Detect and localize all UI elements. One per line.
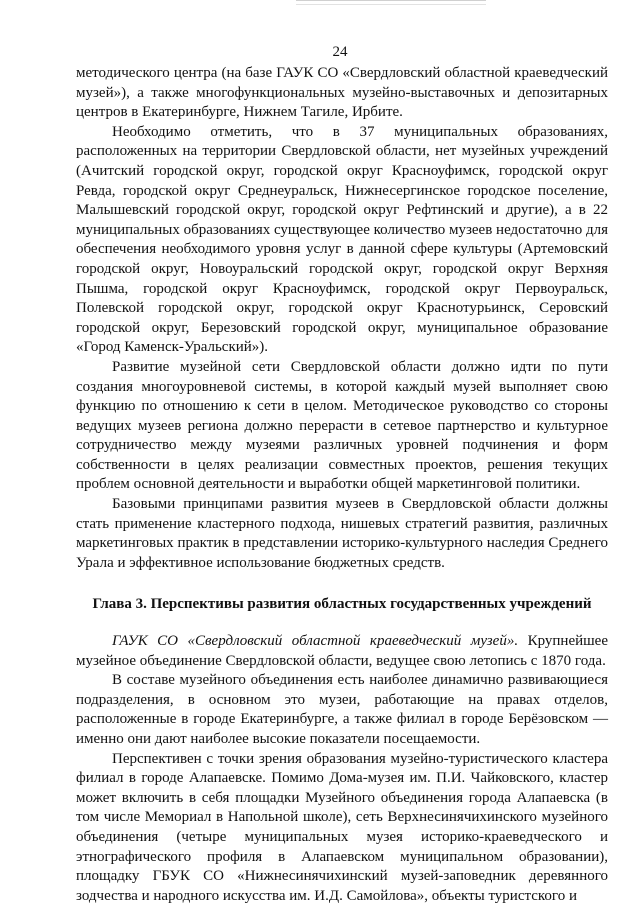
paragraph-continuation: методического центра (на базе ГАУК СО «Свердловский областной краеведческий музей»), а также многофункциональных музейно-выставочных и депозитарных центров в Екатеринбурге, Нижнем Тагиле, Ирбите. [76,65,608,121]
paragraph-network-development: Развитие музейной сети Свердловской области должно идти по пути создания многоуровневой системы, в которой каждый музей выполняет свою функцию по отношению к сети в целом. Методическое руководство со стороны ведущих музеев региона должно перерасти в сетевое партнерство и культурное сотрудничество между музеями различных уровней подчинения и форм собственности в целях реализации совместных проектов, решения текущих проблем основной деятельности и выработки общей маркетинговой политики. [76,358,608,493]
top-edge-line [296,0,486,5]
page-content [76,64,608,906]
museum-intro-text: Крупнейшее музейное объединение Свердловской области, ведущее свою летопись с 1870 года. [76,633,608,669]
paragraph-divisions: В составе музейного объединения есть наиболее динамично развивающиеся подразделения, в основном это музеи, работающие на правах отделов, расположенные в городе Екатеринбурге, а также филиал в городе Берёзовском — именно они дают наиболее высокие показатели посещаемости. [76,672,608,747]
chapter-heading: Глава 3. Перспективы развития областных государственных учреждений [92,596,592,613]
paragraph-alapaevsk-cluster: Перспективен с точки зрения образования музейно-туристического кластера филиал в городе Алапаевске. Помимо Дома-музея им. П.И. Чайковского, кластер может включить в себя площадки Музейного объединения города Алапаевска (в том числе Мемориал в Напольной школе), сеть Верхнесинячихинского музейного объединения (четыре муниципальных музея историко-краеведческого и этнографического профиля в Алапаевском муниципальном образовании), площадку ГБУК СО «Нижнесинячихинский музей-заповедник деревянного зодчества и народного искусства им. И.Д. Самойлова», объекты туристского и [76,750,608,904]
paragraph-municipalities: Необходимо отметить, что в 37 муниципальных образованиях, расположенных на территории Свердловской области, нет музейных учреждений (Ачитский городской округ, городской округ Красноуфимск, городской округ Ревда, городской округ Среднеуральск, Нижнесергинское городское поселение, Малышевский городской округ, городской округ Рефтинский и другие), а в 22 муниципальных образованиях существующее количество музеев недостаточно для обеспечения необходимого уровня услуг в данной сфере культуры (Артемовский городской округ, Новоуральский городской округ, городской округ Верхняя Пышма, городской округ Красноуфимск, городской округ Первоуральск, Полевской городской округ, городской округ Краснотурьинск, Серовский городской округ, Березовский городской округ, муниципальное образование «Город Каменск-Уральский»). [76,123,609,356]
museum-name-italic: ГАУК СО «Свердловский областной краеведческий музей». [112,633,519,650]
paragraph-base-principles: Базовыми принципами развития музеев в Свердловской области должны стать применение кластерного подхода, нишевых стратегий развития, различных маркетинговых практик в представлении историко-культурного наследия Среднего Урала и эффективное использование бюджетных средств. [76,496,608,571]
paragraph-museum-intro [76,632,608,671]
page-number: 24 [332,44,348,60]
